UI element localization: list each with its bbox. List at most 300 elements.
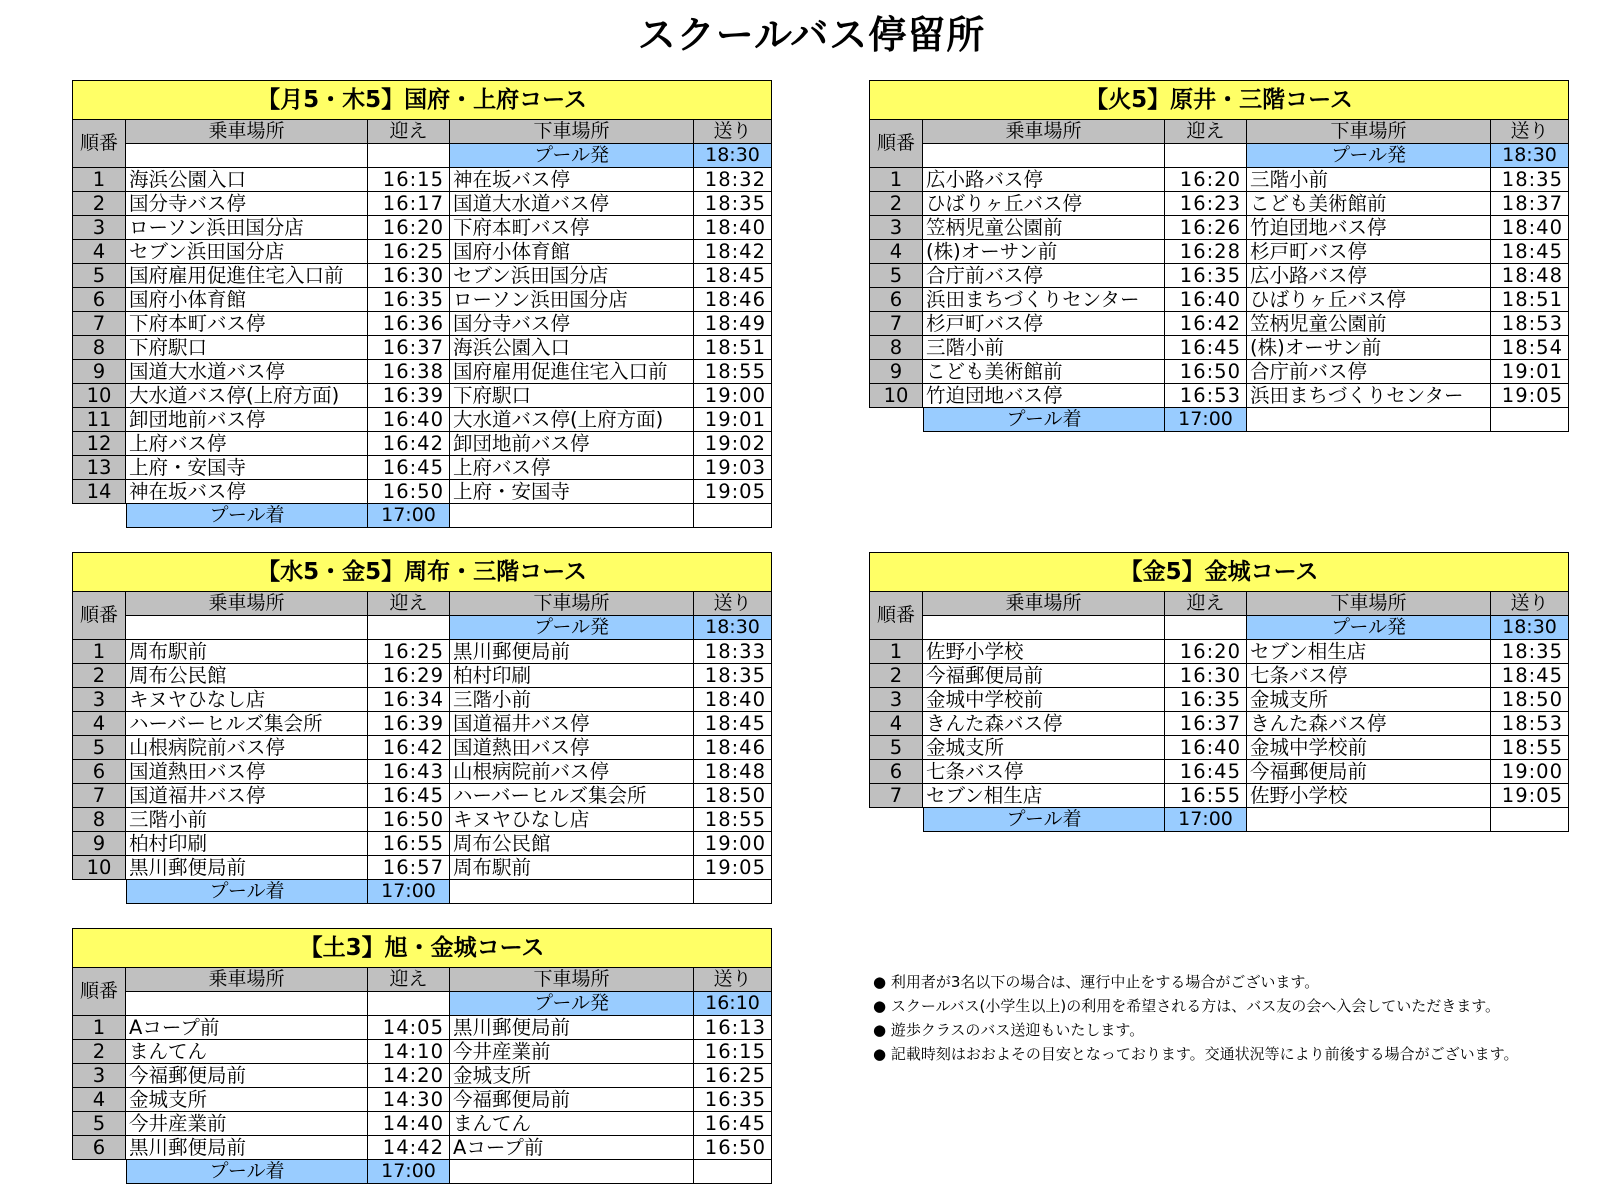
pickup-time: 16:42	[1165, 312, 1247, 336]
row-number: 6	[869, 288, 923, 312]
dropoff-time: 18:33	[694, 640, 772, 664]
alighting-stop: 七条バス停	[1247, 664, 1491, 688]
empty-cell	[126, 144, 368, 168]
row-number: 13	[72, 456, 126, 480]
empty-cell	[450, 880, 694, 904]
dropoff-time: 19:00	[1491, 760, 1569, 784]
pickup-time: 16:20	[1165, 640, 1247, 664]
row-number: 4	[869, 712, 923, 736]
boarding-stop: (株)オーサン前	[923, 240, 1165, 264]
alighting-stop: きんた森バス停	[1247, 712, 1491, 736]
pickup-time: 16:53	[1165, 384, 1247, 408]
alighting-stop: 広小路バス停	[1247, 264, 1491, 288]
row-number: 3	[72, 688, 126, 712]
boarding-stop: セブン相生店	[923, 784, 1165, 808]
alighting-stop: セブン相生店	[1247, 640, 1491, 664]
alight-header: 下車場所	[1247, 120, 1491, 144]
pickup-time: 16:57	[368, 856, 450, 880]
pickup-time: 16:17	[368, 192, 450, 216]
boarding-stop: きんた森バス停	[923, 712, 1165, 736]
row-number: 3	[869, 216, 923, 240]
order-header: 順番	[869, 120, 923, 168]
boarding-stop: 今福郵便局前	[923, 664, 1165, 688]
boarding-stop: 下府本町バス停	[126, 312, 368, 336]
boarding-stop: 笠柄児童公園前	[923, 216, 1165, 240]
pickup-time: 16:45	[368, 784, 450, 808]
alighting-stop: 下府本町バス停	[450, 216, 694, 240]
alighting-stop: 神在坂バス停	[450, 168, 694, 192]
boarding-stop: 国道福井バス停	[126, 784, 368, 808]
boarding-stop: ローソン浜田国分店	[126, 216, 368, 240]
dropoff-time: 18:37	[1491, 192, 1569, 216]
pickup-time: 16:43	[368, 760, 450, 784]
row-number: 7	[869, 784, 923, 808]
note-line: ● 記載時刻はおおよその目安となっております。交通状況等により前後する場合がございます。	[873, 1045, 1519, 1063]
note-line: ● 利用者が3名以下の場合は、運行中止をする場合がございます。	[873, 973, 1320, 991]
pickup-time: 16:36	[368, 312, 450, 336]
dropoff-time: 16:45	[694, 1112, 772, 1136]
alighting-stop: 下府駅口	[450, 384, 694, 408]
pool-arrive-time: 17:00	[368, 880, 450, 904]
boarding-stop: 三階小前	[126, 808, 368, 832]
dropoff-header: 送り	[694, 592, 772, 616]
dropoff-time: 19:01	[694, 408, 772, 432]
note-line: ● スクールバス(小学生以上)の利用を希望される方は、バス友の会へ入会していただきます。	[873, 997, 1501, 1015]
row-number: 5	[869, 264, 923, 288]
pickup-time: 16:28	[1165, 240, 1247, 264]
pickup-header: 迎え	[368, 120, 450, 144]
row-number: 7	[869, 312, 923, 336]
order-header: 順番	[72, 592, 126, 640]
boarding-stop: 今井産業前	[126, 1112, 368, 1136]
alighting-stop: 今福郵便局前	[1247, 760, 1491, 784]
boarding-stop: 卸団地前バス停	[126, 408, 368, 432]
boarding-stop: 金城支所	[923, 736, 1165, 760]
pickup-time: 16:35	[368, 288, 450, 312]
pickup-header: 迎え	[368, 968, 450, 992]
alighting-stop: 佐野小学校	[1247, 784, 1491, 808]
dropoff-time: 19:00	[694, 832, 772, 856]
empty-cell	[368, 992, 450, 1016]
boarding-stop: Aコープ前	[126, 1016, 368, 1040]
alighting-stop: まんてん	[450, 1112, 694, 1136]
pool-arrive-time: 17:00	[1165, 808, 1247, 832]
course-title: 【金5】金城コース	[869, 552, 1569, 592]
dropoff-time: 16:25	[694, 1064, 772, 1088]
dropoff-time: 18:46	[694, 288, 772, 312]
dropoff-time: 18:51	[1491, 288, 1569, 312]
row-number: 1	[72, 640, 126, 664]
dropoff-time: 18:42	[694, 240, 772, 264]
pool-arrive-time: 17:00	[368, 504, 450, 528]
dropoff-time: 18:40	[694, 688, 772, 712]
dropoff-time: 18:40	[1491, 216, 1569, 240]
boarding-stop: 金城中学校前	[923, 688, 1165, 712]
row-number: 3	[72, 1064, 126, 1088]
row-number: 1	[72, 168, 126, 192]
pickup-time: 14:42	[368, 1136, 450, 1160]
alighting-stop: (株)オーサン前	[1247, 336, 1491, 360]
pickup-time: 16:50	[368, 808, 450, 832]
pickup-time: 16:38	[368, 360, 450, 384]
row-number: 10	[72, 384, 126, 408]
empty-cell	[126, 616, 368, 640]
boarding-stop: 周布公民館	[126, 664, 368, 688]
dropoff-time: 16:15	[694, 1040, 772, 1064]
boarding-stop: 杉戸町バス停	[923, 312, 1165, 336]
pool-arrive-label: プール着	[923, 808, 1165, 832]
pickup-time: 16:40	[1165, 736, 1247, 760]
dropoff-time: 18:35	[694, 192, 772, 216]
alighting-stop: 国道福井バス停	[450, 712, 694, 736]
dropoff-time: 18:35	[1491, 640, 1569, 664]
row-number: 4	[72, 240, 126, 264]
row-number: 4	[72, 712, 126, 736]
pickup-time: 14:40	[368, 1112, 450, 1136]
boarding-stop: 浜田まちづくりセンター	[923, 288, 1165, 312]
alighting-stop: 卸団地前バス停	[450, 432, 694, 456]
pickup-time: 16:15	[368, 168, 450, 192]
course-title: 【水5・金5】周布・三階コース	[72, 552, 772, 592]
alighting-stop: 浜田まちづくりセンター	[1247, 384, 1491, 408]
boarding-stop: 合庁前バス停	[923, 264, 1165, 288]
board-header: 乗車場所	[126, 120, 368, 144]
row-number: 1	[72, 1016, 126, 1040]
alighting-stop: 笠柄児童公園前	[1247, 312, 1491, 336]
pickup-time: 16:39	[368, 384, 450, 408]
boarding-stop: 広小路バス停	[923, 168, 1165, 192]
row-number: 2	[72, 192, 126, 216]
boarding-stop: 竹迫団地バス停	[923, 384, 1165, 408]
course-title: 【月5・木5】国府・上府コース	[72, 80, 772, 120]
alighting-stop: 国道熱田バス停	[450, 736, 694, 760]
dropoff-time: 18:48	[1491, 264, 1569, 288]
empty-cell	[694, 880, 772, 904]
board-header: 乗車場所	[126, 592, 368, 616]
pickup-time: 16:29	[368, 664, 450, 688]
dropoff-time: 18:45	[1491, 240, 1569, 264]
dropoff-time: 19:00	[694, 384, 772, 408]
pool-depart-time: 18:30	[1491, 144, 1569, 168]
pickup-time: 16:55	[1165, 784, 1247, 808]
dropoff-time: 19:05	[1491, 384, 1569, 408]
boarding-stop: 七条バス停	[923, 760, 1165, 784]
row-number: 5	[72, 264, 126, 288]
alighting-stop: 上府・安国寺	[450, 480, 694, 504]
dropoff-time: 18:35	[694, 664, 772, 688]
pickup-time: 16:45	[1165, 336, 1247, 360]
boarding-stop: 金城支所	[126, 1088, 368, 1112]
boarding-stop: 神在坂バス停	[126, 480, 368, 504]
boarding-stop: ひばりヶ丘バス停	[923, 192, 1165, 216]
pickup-time: 14:30	[368, 1088, 450, 1112]
row-number: 5	[869, 736, 923, 760]
alighting-stop: 杉戸町バス停	[1247, 240, 1491, 264]
row-number: 12	[72, 432, 126, 456]
row-number: 3	[72, 216, 126, 240]
dropoff-header: 送り	[694, 120, 772, 144]
row-number: 11	[72, 408, 126, 432]
pool-arrive-time: 17:00	[1165, 408, 1247, 432]
row-number: 9	[72, 360, 126, 384]
pickup-header: 迎え	[368, 592, 450, 616]
dropoff-time: 18:35	[1491, 168, 1569, 192]
dropoff-time: 18:50	[1491, 688, 1569, 712]
dropoff-time: 18:45	[694, 712, 772, 736]
dropoff-time: 16:35	[694, 1088, 772, 1112]
empty-cell	[450, 1160, 694, 1184]
board-header: 乗車場所	[923, 120, 1165, 144]
alighting-stop: 上府バス停	[450, 456, 694, 480]
dropoff-time: 19:02	[694, 432, 772, 456]
row-number: 5	[72, 1112, 126, 1136]
alighting-stop: ひばりヶ丘バス停	[1247, 288, 1491, 312]
pickup-time: 16:23	[1165, 192, 1247, 216]
dropoff-time: 16:50	[694, 1136, 772, 1160]
pickup-time: 14:20	[368, 1064, 450, 1088]
pickup-time: 16:35	[1165, 264, 1247, 288]
row-number: 9	[72, 832, 126, 856]
empty-cell	[1247, 408, 1491, 432]
alighting-stop: 大水道バス停(上府方面)	[450, 408, 694, 432]
row-number: 2	[869, 664, 923, 688]
boarding-stop: 大水道バス停(上府方面)	[126, 384, 368, 408]
empty-cell	[1165, 616, 1247, 640]
boarding-stop: 国府小体育館	[126, 288, 368, 312]
page-title: スクールバス停留所	[637, 13, 986, 57]
alight-header: 下車場所	[450, 120, 694, 144]
alighting-stop: キヌヤひなし店	[450, 808, 694, 832]
boarding-stop: こども美術館前	[923, 360, 1165, 384]
alighting-stop: 三階小前	[1247, 168, 1491, 192]
pickup-time: 16:26	[1165, 216, 1247, 240]
pickup-time: 16:42	[368, 736, 450, 760]
dropoff-time: 18:53	[1491, 312, 1569, 336]
alighting-stop: 山根病院前バス停	[450, 760, 694, 784]
dropoff-time: 18:49	[694, 312, 772, 336]
board-header: 乗車場所	[923, 592, 1165, 616]
alighting-stop: Aコープ前	[450, 1136, 694, 1160]
alighting-stop: 黒川郵便局前	[450, 640, 694, 664]
note-line: ● 遊歩クラスのバス送迎もいたします。	[873, 1021, 1145, 1039]
pickup-time: 16:25	[368, 640, 450, 664]
alighting-stop: 国府雇用促進住宅入口前	[450, 360, 694, 384]
alighting-stop: 国分寺バス停	[450, 312, 694, 336]
boarding-stop: 山根病院前バス停	[126, 736, 368, 760]
pickup-time: 16:34	[368, 688, 450, 712]
pool-depart-time: 18:30	[694, 616, 772, 640]
alighting-stop: ハーバーヒルズ集会所	[450, 784, 694, 808]
boarding-stop: 柏村印刷	[126, 832, 368, 856]
dropoff-time: 18:48	[694, 760, 772, 784]
boarding-stop: 国分寺バス停	[126, 192, 368, 216]
row-number: 4	[869, 240, 923, 264]
alight-header: 下車場所	[450, 968, 694, 992]
dropoff-time: 18:54	[1491, 336, 1569, 360]
pool-depart-label: プール発	[1247, 616, 1491, 640]
order-header: 順番	[72, 120, 126, 168]
dropoff-time: 18:40	[694, 216, 772, 240]
row-number: 6	[72, 1136, 126, 1160]
pickup-time: 16:40	[1165, 288, 1247, 312]
row-number: 10	[72, 856, 126, 880]
row-number: 5	[72, 736, 126, 760]
boarding-stop: 海浜公園入口	[126, 168, 368, 192]
empty-cell	[923, 144, 1165, 168]
empty-cell	[694, 1160, 772, 1184]
row-number: 7	[72, 312, 126, 336]
alighting-stop: 周布公民館	[450, 832, 694, 856]
row-number: 8	[72, 336, 126, 360]
boarding-stop: セブン浜田国分店	[126, 240, 368, 264]
pickup-time: 16:55	[368, 832, 450, 856]
row-number: 6	[72, 760, 126, 784]
alight-header: 下車場所	[450, 592, 694, 616]
pool-depart-time: 18:30	[1491, 616, 1569, 640]
alighting-stop: 三階小前	[450, 688, 694, 712]
alighting-stop: 海浜公園入口	[450, 336, 694, 360]
board-header: 乗車場所	[126, 968, 368, 992]
pickup-header: 迎え	[1165, 120, 1247, 144]
order-header: 順番	[72, 968, 126, 1016]
row-number: 2	[72, 664, 126, 688]
empty-cell	[368, 144, 450, 168]
pickup-time: 16:37	[1165, 712, 1247, 736]
empty-cell	[694, 504, 772, 528]
boarding-stop: 上府・安国寺	[126, 456, 368, 480]
row-number: 3	[869, 688, 923, 712]
boarding-stop: 国府雇用促進住宅入口前	[126, 264, 368, 288]
pickup-time: 16:30	[1165, 664, 1247, 688]
dropoff-time: 18:32	[694, 168, 772, 192]
alighting-stop: セブン浜田国分店	[450, 264, 694, 288]
pool-depart-time: 18:30	[694, 144, 772, 168]
row-number: 7	[72, 784, 126, 808]
alighting-stop: 金城中学校前	[1247, 736, 1491, 760]
dropoff-time: 18:45	[1491, 664, 1569, 688]
pool-depart-label: プール発	[1247, 144, 1491, 168]
empty-cell	[923, 616, 1165, 640]
boarding-stop: まんてん	[126, 1040, 368, 1064]
pool-arrive-label: プール着	[126, 504, 368, 528]
pickup-time: 16:20	[1165, 168, 1247, 192]
alighting-stop: こども美術館前	[1247, 192, 1491, 216]
boarding-stop: ハーバーヒルズ集会所	[126, 712, 368, 736]
dropoff-time: 18:46	[694, 736, 772, 760]
pickup-time: 16:45	[368, 456, 450, 480]
empty-cell	[1491, 808, 1569, 832]
pickup-time: 16:42	[368, 432, 450, 456]
boarding-stop: キヌヤひなし店	[126, 688, 368, 712]
row-number: 9	[869, 360, 923, 384]
alighting-stop: 金城支所	[1247, 688, 1491, 712]
pickup-header: 迎え	[1165, 592, 1247, 616]
pickup-time: 16:35	[1165, 688, 1247, 712]
pickup-time: 16:30	[368, 264, 450, 288]
dropoff-time: 18:55	[694, 360, 772, 384]
row-number: 1	[869, 640, 923, 664]
pickup-time: 16:50	[368, 480, 450, 504]
alighting-stop: 今福郵便局前	[450, 1088, 694, 1112]
boarding-stop: 国道大水道バス停	[126, 360, 368, 384]
pool-arrive-time: 17:00	[368, 1160, 450, 1184]
pool-depart-time: 16:10	[694, 992, 772, 1016]
pool-arrive-label: プール着	[126, 1160, 368, 1184]
boarding-stop: 上府バス停	[126, 432, 368, 456]
empty-cell	[1165, 144, 1247, 168]
row-number: 4	[72, 1088, 126, 1112]
dropoff-time: 19:05	[1491, 784, 1569, 808]
row-number: 2	[72, 1040, 126, 1064]
pickup-time: 16:45	[1165, 760, 1247, 784]
row-number: 6	[869, 760, 923, 784]
boarding-stop: 下府駅口	[126, 336, 368, 360]
pickup-time: 16:39	[368, 712, 450, 736]
row-number: 14	[72, 480, 126, 504]
alighting-stop: 国府小体育館	[450, 240, 694, 264]
empty-cell	[450, 504, 694, 528]
boarding-stop: 黒川郵便局前	[126, 1136, 368, 1160]
alighting-stop: 柏村印刷	[450, 664, 694, 688]
pool-arrive-label: プール着	[126, 880, 368, 904]
dropoff-time: 18:55	[1491, 736, 1569, 760]
boarding-stop: 今福郵便局前	[126, 1064, 368, 1088]
pickup-time: 16:37	[368, 336, 450, 360]
pickup-time: 16:40	[368, 408, 450, 432]
dropoff-time: 19:03	[694, 456, 772, 480]
row-number: 8	[72, 808, 126, 832]
alighting-stop: 合庁前バス停	[1247, 360, 1491, 384]
pool-depart-label: プール発	[450, 616, 694, 640]
pickup-time: 14:10	[368, 1040, 450, 1064]
alighting-stop: 金城支所	[450, 1064, 694, 1088]
alighting-stop: 竹迫団地バス停	[1247, 216, 1491, 240]
pickup-time: 16:25	[368, 240, 450, 264]
pool-depart-label: プール発	[450, 144, 694, 168]
pool-depart-label: プール発	[450, 992, 694, 1016]
dropoff-time: 18:50	[694, 784, 772, 808]
alighting-stop: 黒川郵便局前	[450, 1016, 694, 1040]
empty-cell	[368, 616, 450, 640]
dropoff-header: 送り	[1491, 592, 1569, 616]
empty-cell	[1247, 808, 1491, 832]
boarding-stop: 国道熱田バス停	[126, 760, 368, 784]
course-title: 【土3】旭・金城コース	[72, 928, 772, 968]
pickup-time: 16:20	[368, 216, 450, 240]
empty-cell	[1491, 408, 1569, 432]
dropoff-header: 送り	[694, 968, 772, 992]
dropoff-time: 19:05	[694, 856, 772, 880]
pickup-time: 16:50	[1165, 360, 1247, 384]
dropoff-time: 18:51	[694, 336, 772, 360]
alighting-stop: ローソン浜田国分店	[450, 288, 694, 312]
boarding-stop: 黒川郵便局前	[126, 856, 368, 880]
row-number: 6	[72, 288, 126, 312]
pool-arrive-label: プール着	[923, 408, 1165, 432]
alighting-stop: 今井産業前	[450, 1040, 694, 1064]
course-title: 【火5】原井・三階コース	[869, 80, 1569, 120]
boarding-stop: 三階小前	[923, 336, 1165, 360]
boarding-stop: 周布駅前	[126, 640, 368, 664]
alighting-stop: 国道大水道バス停	[450, 192, 694, 216]
dropoff-time: 19:01	[1491, 360, 1569, 384]
notes	[873, 970, 1518, 1066]
order-header: 順番	[869, 592, 923, 640]
alighting-stop: 周布駅前	[450, 856, 694, 880]
row-number: 10	[869, 384, 923, 408]
boarding-stop: 佐野小学校	[923, 640, 1165, 664]
row-number: 8	[869, 336, 923, 360]
